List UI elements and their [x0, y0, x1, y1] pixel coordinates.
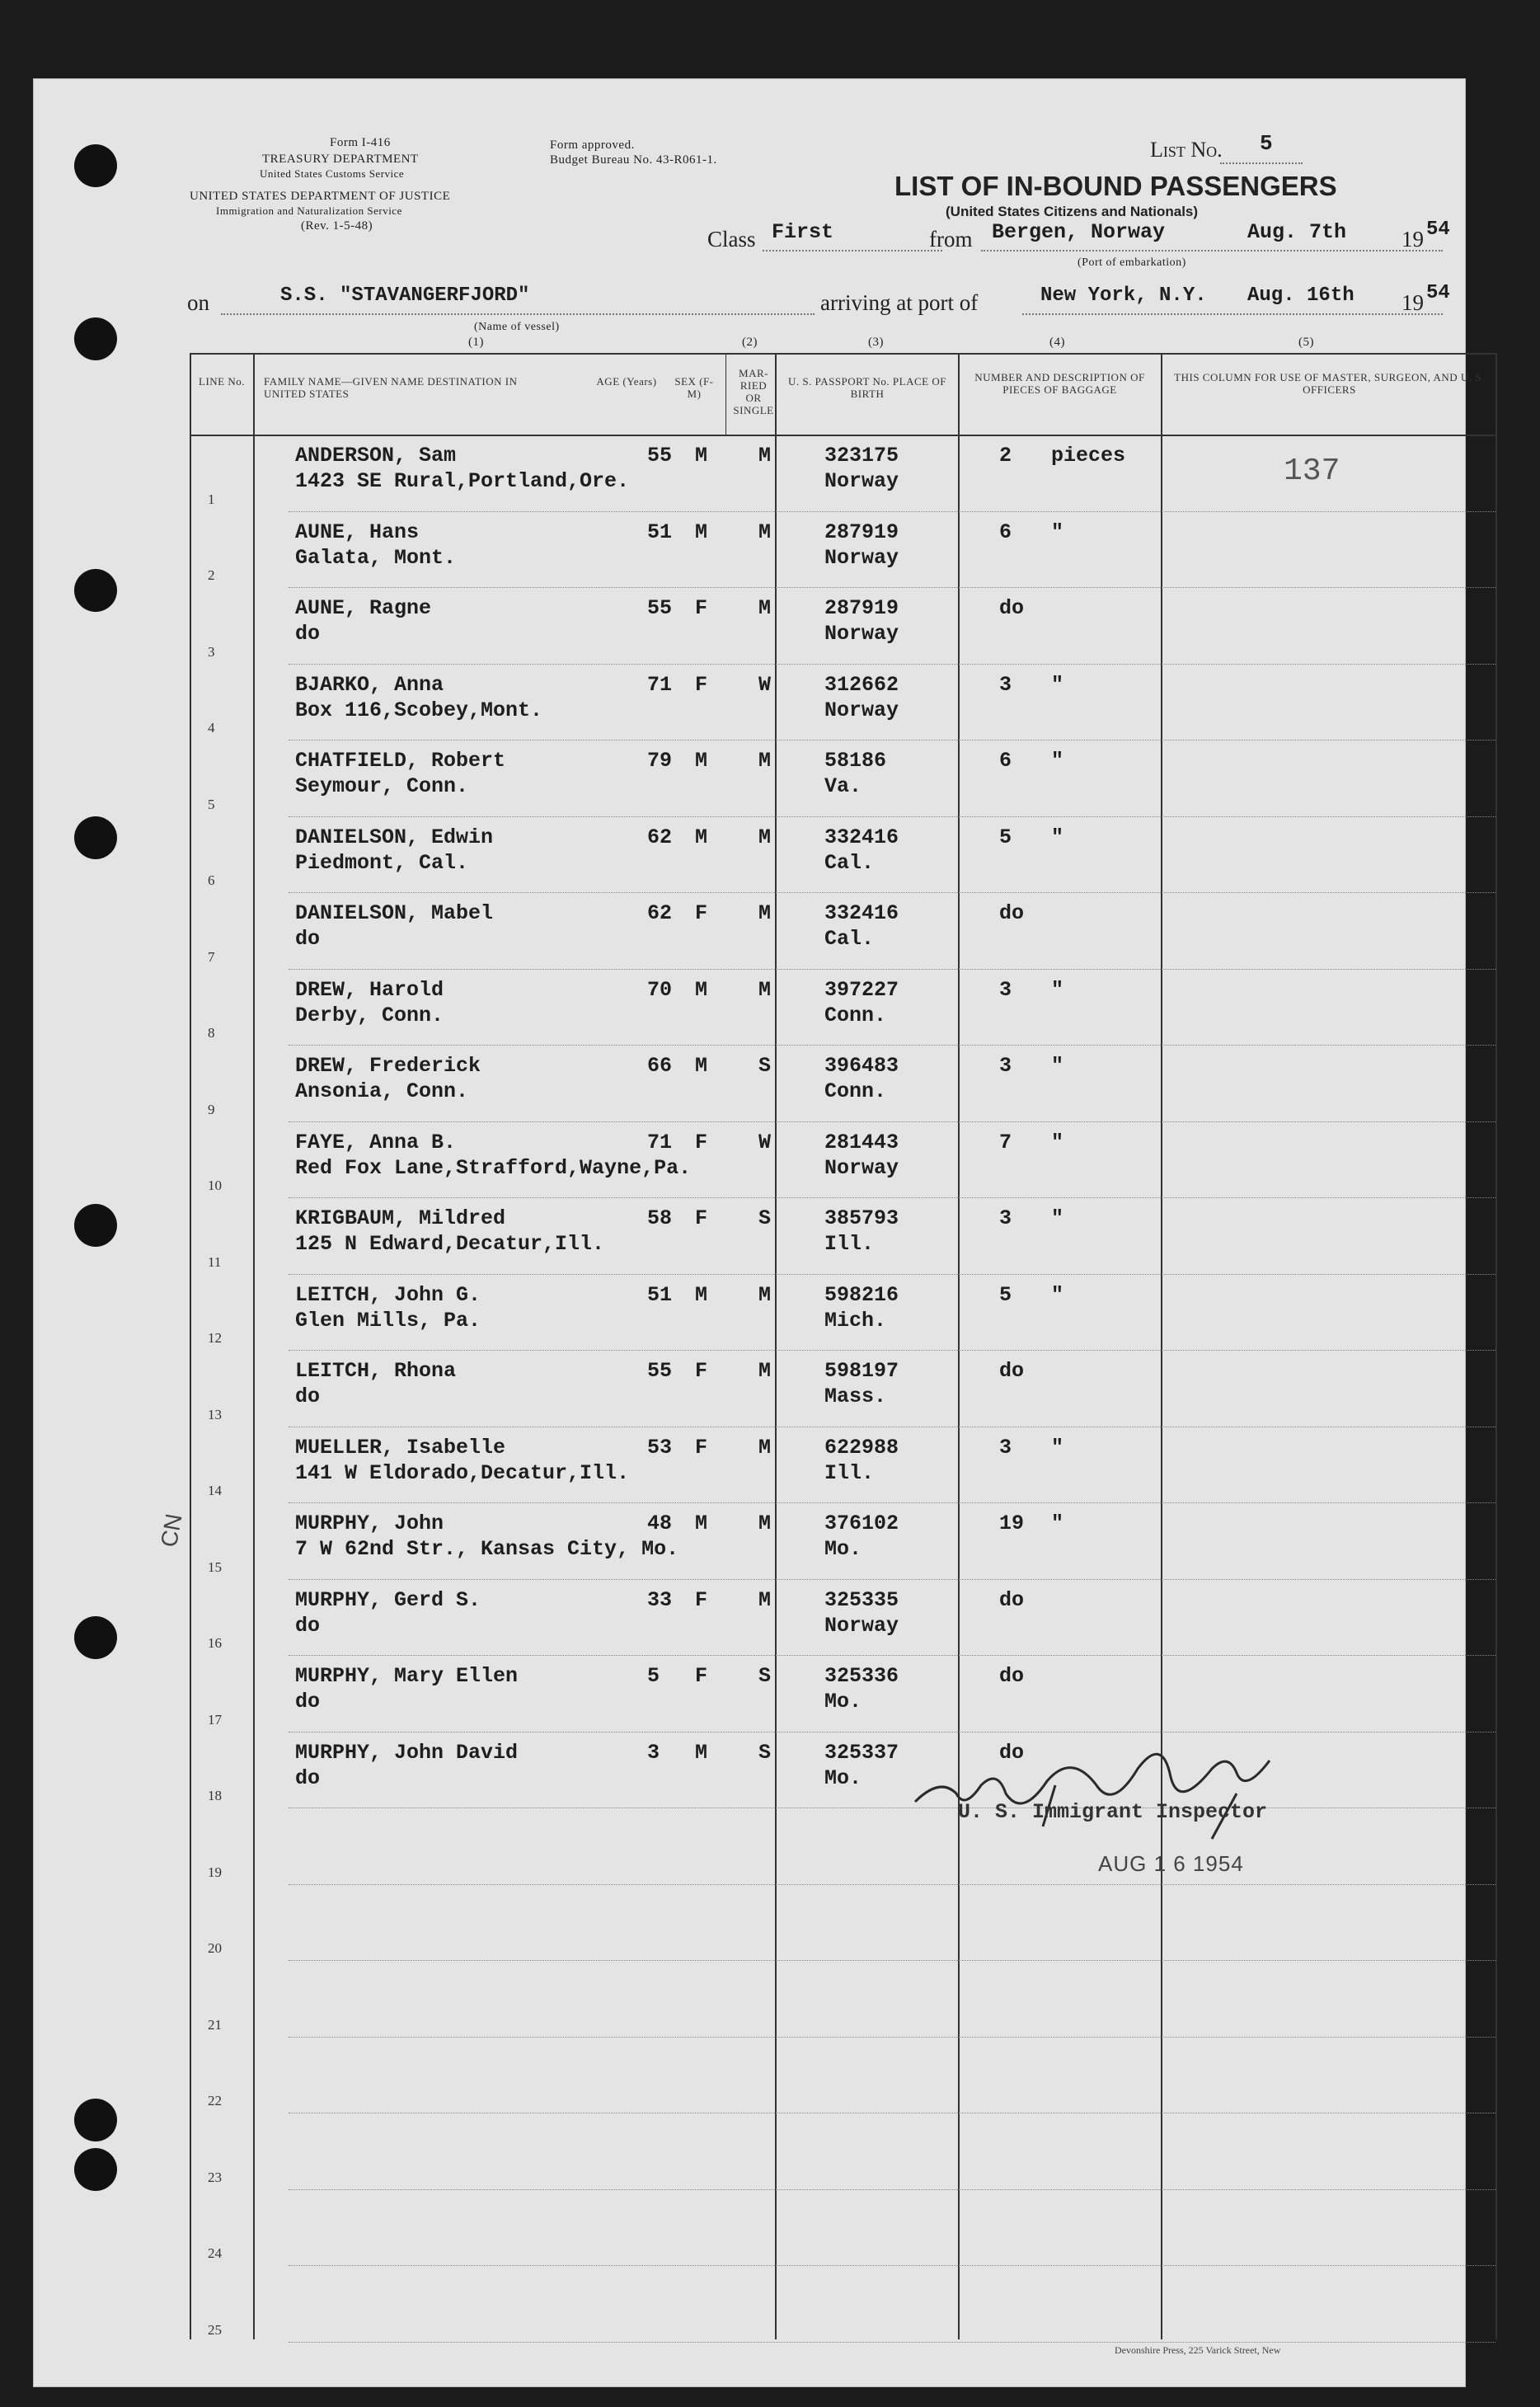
place-of-birth: Cal.: [824, 927, 875, 951]
passenger-age: 66: [647, 1054, 673, 1078]
passenger-age: 55: [647, 596, 673, 620]
passenger-marital-status: M: [758, 1511, 772, 1535]
passenger-name: FAYE, Anna B.: [295, 1130, 457, 1154]
row-divider: [289, 1884, 1495, 1885]
punch-hole: [74, 2099, 117, 2141]
passenger-age: 70: [647, 977, 673, 1002]
passenger-sex: M: [695, 825, 708, 849]
baggage-description: ": [1051, 519, 1064, 544]
place-of-birth: Conn.: [824, 1079, 887, 1103]
embark-port: Bergen, Norway: [992, 220, 1166, 244]
row-divider: [289, 664, 1495, 665]
row-divider: [289, 816, 1495, 817]
passenger-marital-status: M: [758, 519, 772, 544]
header-name: FAMILY NAME—GIVEN NAME DESTINATION IN UNITED STATES: [264, 375, 518, 400]
passenger-destination: Derby, Conn.: [295, 1003, 444, 1027]
punch-hole: [74, 1616, 117, 1659]
passenger-sex: F: [695, 1130, 708, 1154]
arrival-year: 54: [1426, 282, 1450, 304]
line-number: 13: [208, 1406, 222, 1422]
passenger-sex: M: [695, 1054, 708, 1078]
passenger-marital-status: M: [758, 901, 772, 925]
list-title: LIST OF IN-BOUND PASSENGERS: [894, 171, 1337, 201]
baggage-description: ": [1051, 1511, 1064, 1535]
row-divider: [289, 1197, 1495, 1198]
line-number: 6: [208, 872, 215, 888]
row-divider: [289, 511, 1495, 512]
row-divider: [289, 1579, 1495, 1580]
row-divider: [289, 2342, 1495, 2343]
punch-hole: [74, 569, 117, 612]
line-number: 15: [208, 1558, 222, 1575]
place-of-birth: Norway: [824, 469, 899, 493]
baggage-description: ": [1051, 1054, 1064, 1078]
baggage-description: ": [1051, 1130, 1064, 1154]
passenger-name: MURPHY, John David: [295, 1740, 519, 1765]
passenger-marital-status: S: [758, 1664, 772, 1688]
place-of-birth: Mass.: [824, 1384, 887, 1408]
passenger-destination: Piedmont, Cal.: [295, 850, 469, 875]
passenger-name: MURPHY, Gerd S.: [295, 1587, 481, 1612]
passenger-sex: M: [695, 977, 708, 1002]
baggage-description: ": [1051, 749, 1064, 773]
row-divider: [289, 587, 1495, 588]
baggage-count: 5: [999, 1282, 1012, 1307]
line-number: 4: [208, 720, 215, 736]
header-passport: U. S. PASSPORT No. PLACE OF BIRTH: [788, 375, 946, 400]
passport-number: 325337: [824, 1740, 899, 1765]
budget-bureau: Budget Bureau No. 43-R061-1.: [550, 153, 717, 167]
header-officers: THIS COLUMN FOR USE OF MASTER, SURGEON, AND U. S. OFFICERS: [1174, 371, 1485, 396]
baggage-count: 3: [999, 1054, 1012, 1078]
baggage-count: 3: [999, 977, 1012, 1002]
passenger-destination: do: [295, 1765, 321, 1790]
row-divider: [289, 1960, 1495, 1961]
baggage-count: 3: [999, 1206, 1012, 1230]
place-of-birth: Mich.: [824, 1308, 887, 1333]
passenger-name: DREW, Frederick: [295, 1054, 481, 1078]
col-num: (1): [468, 336, 484, 349]
passenger-age: 3: [647, 1740, 660, 1765]
passenger-destination: do: [295, 1384, 321, 1408]
place-of-birth: Conn.: [824, 1003, 887, 1027]
baggage-count: 19: [999, 1511, 1025, 1535]
baggage-count: do: [999, 1359, 1025, 1383]
baggage-description: ": [1051, 1435, 1064, 1460]
baggage-count: 3: [999, 1435, 1012, 1460]
passenger-name: DANIELSON, Edwin: [295, 825, 494, 849]
port-embark-caption: (Port of embarkation): [1078, 256, 1186, 269]
passenger-marital-status: M: [758, 1359, 772, 1383]
passenger-name: BJARKO, Anna: [295, 672, 444, 697]
baggage-count: do: [999, 1740, 1025, 1765]
arrival-date: Aug. 16th: [1247, 284, 1355, 307]
passenger-sex: F: [695, 1206, 708, 1230]
line-number: 9: [208, 1101, 215, 1117]
baggage-count: 2: [999, 444, 1012, 468]
passenger-destination: Seymour, Conn.: [295, 774, 469, 798]
embark-date: Aug. 7th: [1247, 220, 1347, 244]
passenger-marital-status: M: [758, 1282, 772, 1307]
revision-date: (Rev. 1-5-48): [301, 219, 373, 233]
baggage-count: 5: [999, 825, 1012, 849]
passport-number: 58186: [824, 749, 887, 773]
passenger-age: 5: [647, 1664, 660, 1688]
baggage-description: pieces: [1051, 444, 1126, 468]
row-divider: [289, 2189, 1495, 2190]
place-of-birth: Norway: [824, 545, 899, 570]
passenger-sex: M: [695, 1511, 708, 1535]
year-prefix-2: 19: [1401, 290, 1424, 315]
officer-note: 137: [1284, 454, 1340, 489]
line-number: 20: [208, 1940, 222, 1956]
baggage-count: do: [999, 901, 1025, 925]
line-number: 3: [208, 643, 215, 660]
passenger-name: ANDERSON, Sam: [295, 444, 457, 468]
passenger-destination: 141 W Eldorado,Decatur,Ill.: [295, 1460, 630, 1485]
passenger-age: 48: [647, 1511, 673, 1535]
baggage-count: do: [999, 596, 1025, 620]
place-of-birth: Cal.: [824, 850, 875, 875]
passenger-destination: 1423 SE Rural,Portland,Ore.: [295, 469, 630, 493]
passport-number: 396483: [824, 1054, 899, 1078]
baggage-count: do: [999, 1664, 1025, 1688]
class-value: First: [772, 220, 834, 244]
line-number: 16: [208, 1635, 222, 1651]
passport-number: 287919: [824, 596, 899, 620]
passenger-marital-status: S: [758, 1206, 772, 1230]
passport-number: 312662: [824, 672, 899, 697]
passenger-sex: M: [695, 1282, 708, 1307]
passenger-age: 58: [647, 1206, 673, 1230]
line-number: 21: [208, 2016, 222, 2033]
passenger-sex: M: [695, 1740, 708, 1765]
line-number: 17: [208, 1711, 222, 1728]
passenger-name: KRIGBAUM, Mildred: [295, 1206, 506, 1230]
passenger-marital-status: S: [758, 1054, 772, 1078]
margin-note: CN: [155, 1511, 187, 1549]
passenger-sex: M: [695, 749, 708, 773]
passenger-sex: M: [695, 519, 708, 544]
passport-number: 598197: [824, 1359, 899, 1383]
passenger-age: 55: [647, 444, 673, 468]
place-of-birth: Norway: [824, 1613, 899, 1638]
passenger-marital-status: M: [758, 977, 772, 1002]
line-number: 25: [208, 2321, 222, 2338]
place-of-birth: Mo.: [824, 1537, 862, 1561]
punch-hole: [74, 1204, 117, 1247]
inspection-stamp-date: AUG 1 6 1954: [1098, 1851, 1244, 1876]
passenger-marital-status: W: [758, 1130, 772, 1154]
passenger-age: 51: [647, 1282, 673, 1307]
embark-year: 54: [1426, 219, 1450, 241]
line-number: 18: [208, 1788, 222, 1803]
passenger-name: MURPHY, Mary Ellen: [295, 1664, 519, 1688]
passenger-marital-status: S: [758, 1740, 772, 1765]
passenger-sex: M: [695, 444, 708, 468]
line-number: 24: [208, 2245, 222, 2261]
line-number: 22: [208, 2093, 222, 2108]
baggage-count: do: [999, 1587, 1025, 1612]
passenger-destination: Galata, Mont.: [295, 545, 457, 570]
passenger-destination: Box 116,Scobey,Mont.: [295, 698, 543, 722]
passenger-destination: Glen Mills, Pa.: [295, 1308, 481, 1333]
header-married: MAR-RIED OR SINGLE: [733, 367, 774, 416]
form-approved: Form approved.: [550, 139, 635, 152]
passenger-age: 71: [647, 1130, 673, 1154]
passport-number: 598216: [824, 1282, 899, 1307]
col-num: (3): [868, 336, 884, 349]
passenger-destination: do: [295, 1613, 321, 1638]
punch-hole: [74, 816, 117, 859]
baggage-description: ": [1051, 825, 1064, 849]
passenger-marital-status: W: [758, 672, 772, 697]
line-number: 11: [208, 1253, 222, 1270]
passport-number: 376102: [824, 1511, 899, 1535]
place-of-birth: Ill.: [824, 1232, 875, 1256]
line-number: 23: [208, 2169, 222, 2185]
arriving-label: arriving at port of: [820, 290, 979, 315]
line-number: 5: [208, 796, 215, 812]
customs-service: United States Customs Service: [260, 167, 405, 180]
passenger-age: 71: [647, 672, 673, 697]
header-age: AGE (Years): [596, 375, 657, 388]
header-line-no: LINE No.: [199, 375, 245, 388]
line-number: 14: [208, 1483, 222, 1498]
passenger-sex: F: [695, 1359, 708, 1383]
header-baggage: NUMBER AND DESCRIPTION OF PIECES OF BAGGAGE: [974, 371, 1145, 396]
row-divider: [289, 1045, 1495, 1046]
passenger-age: 53: [647, 1435, 673, 1460]
vessel-name: S.S. "STAVANGERFJORD": [280, 284, 530, 307]
list-no-value: 5: [1260, 131, 1273, 156]
passenger-age: 62: [647, 901, 673, 925]
passenger-name: CHATFIELD, Robert: [295, 749, 506, 773]
passenger-age: 55: [647, 1359, 673, 1383]
inspector-title: U. S. Immigrant Inspector: [958, 1800, 1268, 1824]
passenger-destination: Red Fox Lane,Strafford,Wayne,Pa.: [295, 1155, 692, 1180]
passenger-sex: F: [695, 596, 708, 620]
row-divider: [289, 1274, 1495, 1275]
treasury-dept: TREASURY DEPARTMENT: [262, 153, 419, 166]
line-number: 10: [208, 1178, 222, 1193]
passenger-sex: F: [695, 901, 708, 925]
class-label: Class: [707, 227, 756, 252]
baggage-count: 3: [999, 672, 1012, 697]
col-num: (4): [1049, 336, 1065, 349]
vessel-caption: (Name of vessel): [474, 321, 560, 333]
passport-number: 323175: [824, 444, 899, 468]
row-divider: [289, 1502, 1495, 1503]
passport-number: 325336: [824, 1664, 899, 1688]
passenger-name: LEITCH, Rhona: [295, 1359, 457, 1383]
manifest-page: [33, 78, 1485, 2387]
header-sex: SEX (F-M): [674, 375, 714, 400]
punch-hole: [74, 144, 117, 187]
passenger-name: AUNE, Ragne: [295, 596, 432, 620]
col-num: (5): [1298, 336, 1314, 349]
line-number: 12: [208, 1330, 222, 1346]
place-of-birth: Ill.: [824, 1460, 875, 1485]
row-divider: [289, 1350, 1495, 1351]
passenger-marital-status: M: [758, 825, 772, 849]
punch-hole: [74, 2148, 117, 2191]
on-label: on: [187, 290, 209, 315]
passenger-age: 51: [647, 519, 673, 544]
from-label: from: [929, 227, 973, 252]
passenger-sex: F: [695, 1587, 708, 1612]
passenger-destination: do: [295, 927, 321, 951]
passenger-name: LEITCH, John G.: [295, 1282, 481, 1307]
line-number: 1: [208, 491, 215, 507]
passenger-age: 79: [647, 749, 673, 773]
passenger-destination: do: [295, 622, 321, 646]
passenger-name: AUNE, Hans: [295, 519, 420, 544]
baggage-count: 6: [999, 749, 1012, 773]
row-divider: [289, 969, 1495, 970]
passenger-destination: do: [295, 1690, 321, 1714]
immigration-service: Immigration and Naturalization Service: [216, 205, 402, 217]
list-no-label: List No.: [1150, 138, 1223, 162]
passenger-name: DREW, Harold: [295, 977, 444, 1002]
line-number: 2: [208, 567, 215, 583]
col-num: (2): [742, 336, 758, 349]
place-of-birth: Norway: [824, 622, 899, 646]
passenger-marital-status: M: [758, 1587, 772, 1612]
list-subtitle: (United States Citizens and Nationals): [946, 204, 1199, 219]
passenger-destination: 125 N Edward,Decatur,Ill.: [295, 1232, 605, 1256]
passenger-marital-status: M: [758, 444, 772, 468]
passenger-marital-status: M: [758, 596, 772, 620]
inspector-signature: [882, 1736, 1344, 1843]
row-divider: [289, 892, 1495, 893]
baggage-description: ": [1051, 1282, 1064, 1307]
passport-number: 325335: [824, 1587, 899, 1612]
passport-number: 385793: [824, 1206, 899, 1230]
punch-hole: [74, 317, 117, 360]
passenger-sex: F: [695, 1435, 708, 1460]
baggage-count: 6: [999, 519, 1012, 544]
baggage-count: 7: [999, 1130, 1012, 1154]
place-of-birth: Va.: [824, 774, 862, 798]
printer-credit: Devonshire Press, 225 Varick Street, New: [1115, 2344, 1281, 2356]
passenger-marital-status: M: [758, 1435, 772, 1460]
row-divider: [289, 2265, 1495, 2266]
passport-number: 332416: [824, 901, 899, 925]
passenger-age: 62: [647, 825, 673, 849]
place-of-birth: Mo.: [824, 1765, 862, 1790]
passport-number: 287919: [824, 519, 899, 544]
place-of-birth: Norway: [824, 1155, 899, 1180]
place-of-birth: Mo.: [824, 1690, 862, 1714]
row-divider: [289, 2037, 1495, 2038]
passport-number: 332416: [824, 825, 899, 849]
baggage-description: ": [1051, 977, 1064, 1002]
passport-number: 281443: [824, 1130, 899, 1154]
passport-number: 397227: [824, 977, 899, 1002]
passenger-marital-status: M: [758, 749, 772, 773]
passenger-destination: 7 W 62nd Str., Kansas City, Mo.: [295, 1537, 679, 1561]
row-divider: [289, 1655, 1495, 1656]
passenger-name: MURPHY, John: [295, 1511, 444, 1535]
baggage-description: ": [1051, 672, 1064, 697]
passenger-sex: F: [695, 1664, 708, 1688]
passenger-destination: Ansonia, Conn.: [295, 1079, 469, 1103]
line-number: 8: [208, 1025, 215, 1041]
passenger-name: MUELLER, Isabelle: [295, 1435, 506, 1460]
passport-number: 622988: [824, 1435, 899, 1460]
line-number: 19: [208, 1864, 222, 1880]
year-prefix: 19: [1401, 227, 1424, 252]
justice-dept: UNITED STATES DEPARTMENT OF JUSTICE: [190, 190, 451, 203]
row-divider: [289, 1121, 1495, 1122]
form-number: Form I-416: [330, 136, 391, 149]
passenger-sex: F: [695, 672, 708, 697]
place-of-birth: Norway: [824, 698, 899, 722]
passenger-age: 33: [647, 1587, 673, 1612]
baggage-description: ": [1051, 1206, 1064, 1230]
passenger-name: DANIELSON, Mabel: [295, 901, 494, 925]
arrival-port: New York, N.Y.: [1040, 284, 1207, 307]
line-number: 7: [208, 948, 215, 965]
